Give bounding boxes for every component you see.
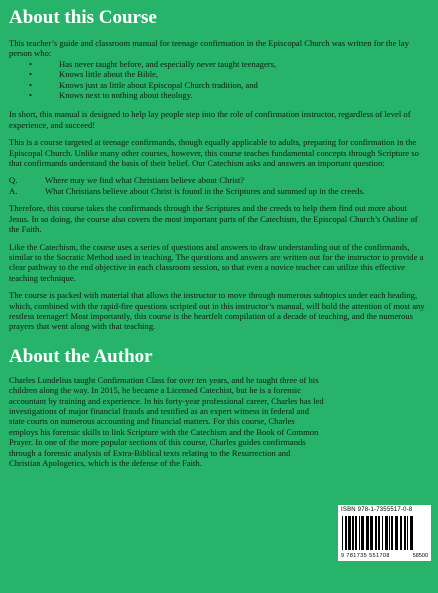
barcode-bars — [342, 516, 414, 550]
course-heading: About this Course — [9, 7, 157, 28]
list-item: • Knows next to nothing about theology. — [29, 90, 193, 101]
answer-row: A. What Christians believe about Christ is found in the Scriptures and summed up in the creeds. — [9, 185, 365, 196]
method-paragraph: Like the Catechism, the course uses a series of questions and answers to draw understanding out of the confirmands, similar to the Socratic Method used in teaching. The questions and answers are written out for the instructor to provide a clear pathway to the end objective in each classroom session, so that even a novice teacher can utilize this effective teaching technique. — [9, 241, 424, 283]
list-item: • Knows just as little about Episcopal Church tradition, and — [29, 79, 258, 90]
question-row: Q. Where may we find what Christians believe about Christ? — [9, 175, 245, 186]
summary-paragraph: In short, this manual is designed to help lay people step into the role of confirmation instructor, regardless of level of experience, and succeed! — [9, 109, 411, 130]
isbn-barcode — [338, 505, 431, 561]
barcode-digits: 9 781735 551708 — [341, 553, 390, 559]
list-item: • Has never taught before, and especially never taught teenagers, — [29, 58, 277, 69]
scripture-paragraph: Therefore, this course takes the confirmands through the Scriptures and the creeds to help them find out more about Jesus. In so doing, the course also covers the most important parts of the Catechism, the Episcopal Church’s Outline of the Faith. — [9, 203, 418, 235]
price-code: 58500 — [412, 553, 428, 559]
author-bio: Charles Lundelius taught Confirmation Class for over ten years, and he taught three of his children along the way. In 2015, he became a Licensed Catechist, but he is a forensic accountant by training and experience. In his forty-year professional career, Charles has led investigations of major financial frauds and testified as an expert witness in federal and state courts on numerous accounting and financial matters. For this course, Charles employs his forensic skills to link Scripture with the Catechism and the Book of Common Prayer. In one of the more popular sections of this course, Charles guides confirmands through a forensic analysis of Extra-Biblical texts relating to the Resurrection and Christian Apologetics, which is the defense of the Faith. — [9, 374, 324, 468]
catechism-qa — [9, 175, 429, 196]
list-item: • Knows little about the Bible, — [29, 69, 159, 80]
author-heading: About the Author — [9, 345, 153, 367]
material-paragraph: The course is packed with material that allows the instructor to move through numerous subtopics under each heading, which, combined with the rapid-fire questions scripted out in this instructor’s manual, will hold the attention of most any restless teenager! Most importantly, this course is the heartfelt compilation of a decade of teaching, and the numerous prayers that went along with that teaching. — [9, 290, 425, 332]
isbn-label: ISBN 978-1-7355517-0-8 — [341, 507, 413, 513]
course-intro: This teacher’s guide and classroom manual for teenage confirmation in the Episcopal Church was written for the lay person who: — [9, 38, 410, 59]
audience-list — [9, 59, 429, 101]
target-paragraph: This is a course targeted at teenage confirmands, though equally applicable to adults, preparing for confirmation in the Episcopal Church. Unlike many other courses, however, this course teaches fundamental concepts through Scripture so that confirmands understand the basis of their belief. Our Catechism asks and answers an important question: — [9, 137, 419, 169]
